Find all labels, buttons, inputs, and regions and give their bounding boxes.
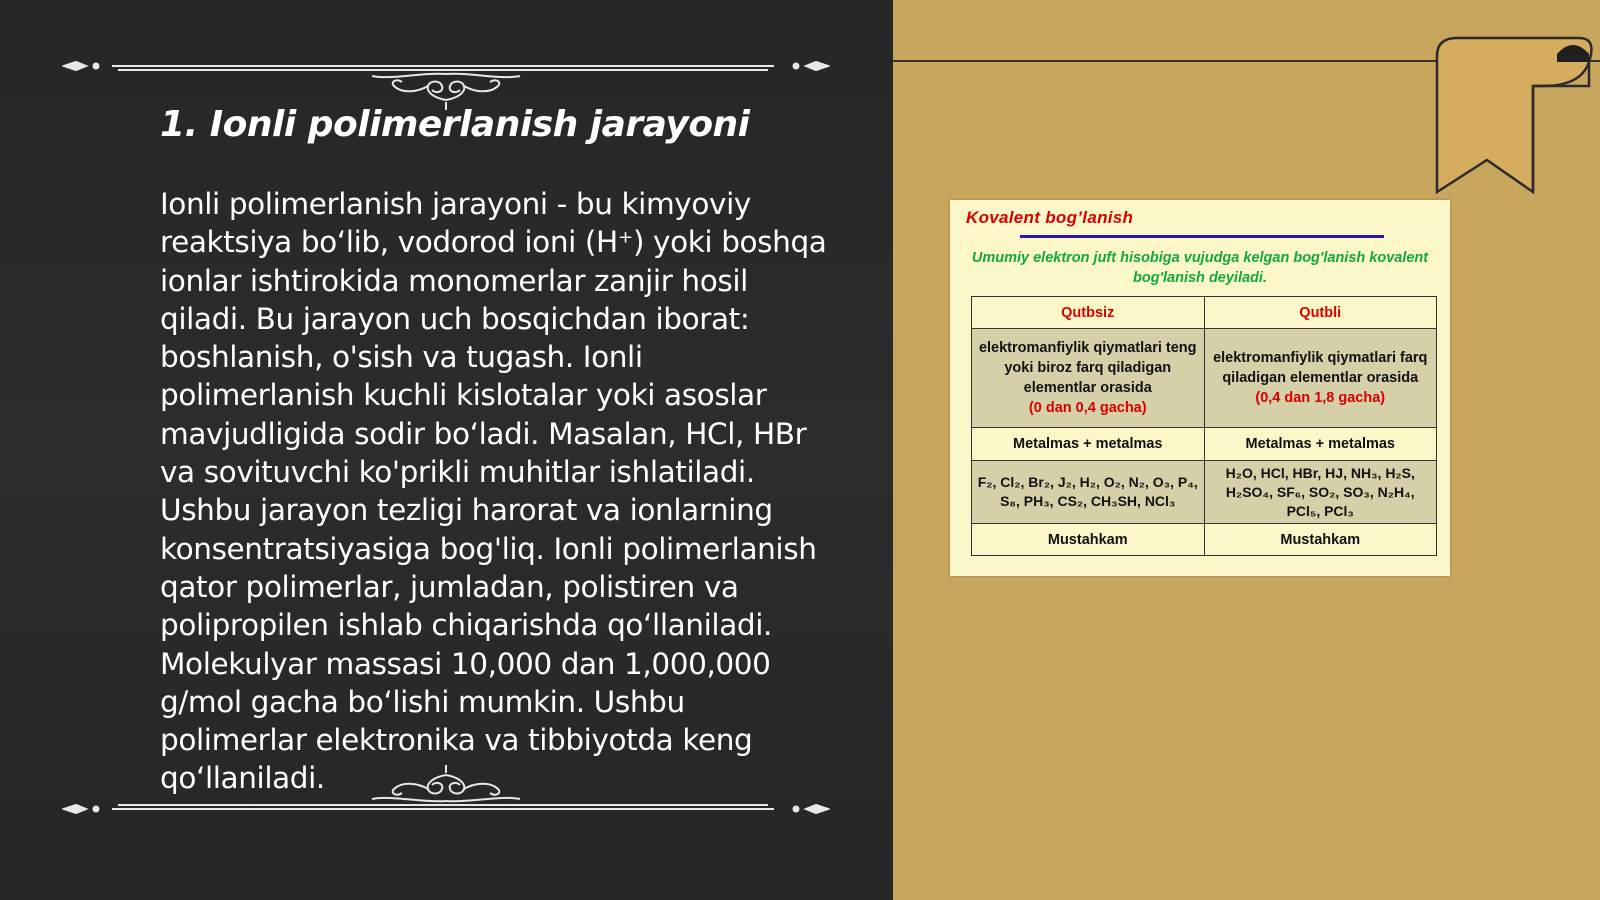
table-row <box>972 524 1437 556</box>
column-header-nonpolar: Qutbsiz <box>972 297 1205 329</box>
table-cell <box>1204 329 1437 428</box>
table-cell: Metalmas + metalmas <box>972 428 1205 461</box>
slide-title: 1. Ionli polimerlanish jarayoni <box>160 104 750 145</box>
table-row <box>972 297 1437 329</box>
desc-text: elektromanfiylik qiymatlari farq qiladigan elementlar orasida <box>1213 350 1428 386</box>
table-cell <box>972 329 1205 428</box>
table-row <box>972 461 1437 524</box>
range-text: (0,4 dan 1,8 gacha) <box>1255 390 1386 406</box>
ornamental-divider-icon <box>62 40 830 110</box>
table-cell: H₂O, HCl, HBr, HJ, NH₃, H₂S, H₂SO₄, SF₆, SO₂, SO₃, N₂H₄, PCl₅, PCl₃ <box>1204 461 1437 524</box>
slide-body-text: Ionli polimerlanish jarayoni - bu kimyoviy reaktsiya bo‘lib, vodorod ioni (H⁺) yoki boshqa ionlar ishtirokida monomerlar zanjir hosil qiladi. Bu jarayon uch bosqichdan iborat: boshlanish, o'sish va tugash. Ionli polimerlanish kuchli kislotalar yoki asoslar mavjudligida sodir bo‘ladi. Masalan, HCl, HBr va sovituvchi ko'prikli muhitlar ishlatiladi. Ushbu jarayon tezligi harorat va ionlarning konsentratsiyasiga bog'liq. Ionli polimerlanish qator polimerlar, jumladan, polistiren va polipropilen ishlab chiqarishda qo‘llaniladi. Molekulyar massasi 10,000 dan 1,000,000 g/mol gacha bo‘lishi mumkin. Ushbu polimerlar elektronika va tibbiyotda keng qo‘llaniladi. <box>160 187 827 796</box>
table-row <box>972 428 1437 461</box>
covalent-bond-card <box>950 200 1450 576</box>
card-definition: Umumiy elektron juft hisobiga vujudga kelgan bog'lanish kovalent bog'lanish deyiladi. <box>971 250 1429 286</box>
table-cell: F₂, Cl₂, Br₂, J₂, H₂, O₂, N₂, O₃, P₄, S₈, PH₃, CS₂, CH₃SH, NCl₃ <box>972 461 1205 524</box>
column-header-polar: Qutbli <box>1204 297 1437 329</box>
card-title-underline <box>1020 235 1384 238</box>
table-cell: Mustahkam <box>972 524 1205 556</box>
table-cell: Metalmas + metalmas <box>1204 428 1437 461</box>
desc-text: elektromanfiylik qiymatlari teng yoki biroz farq qiladigan elementlar orasida <box>978 340 1197 396</box>
bond-table <box>971 296 1437 556</box>
table-cell: Mustahkam <box>1204 524 1437 556</box>
table-row <box>972 329 1437 428</box>
bookmark-ribbon-icon <box>1433 34 1593 204</box>
range-text: (0 dan 0,4 gacha) <box>1028 400 1147 416</box>
card-title: Kovalent bog’lanish <box>966 208 1134 227</box>
